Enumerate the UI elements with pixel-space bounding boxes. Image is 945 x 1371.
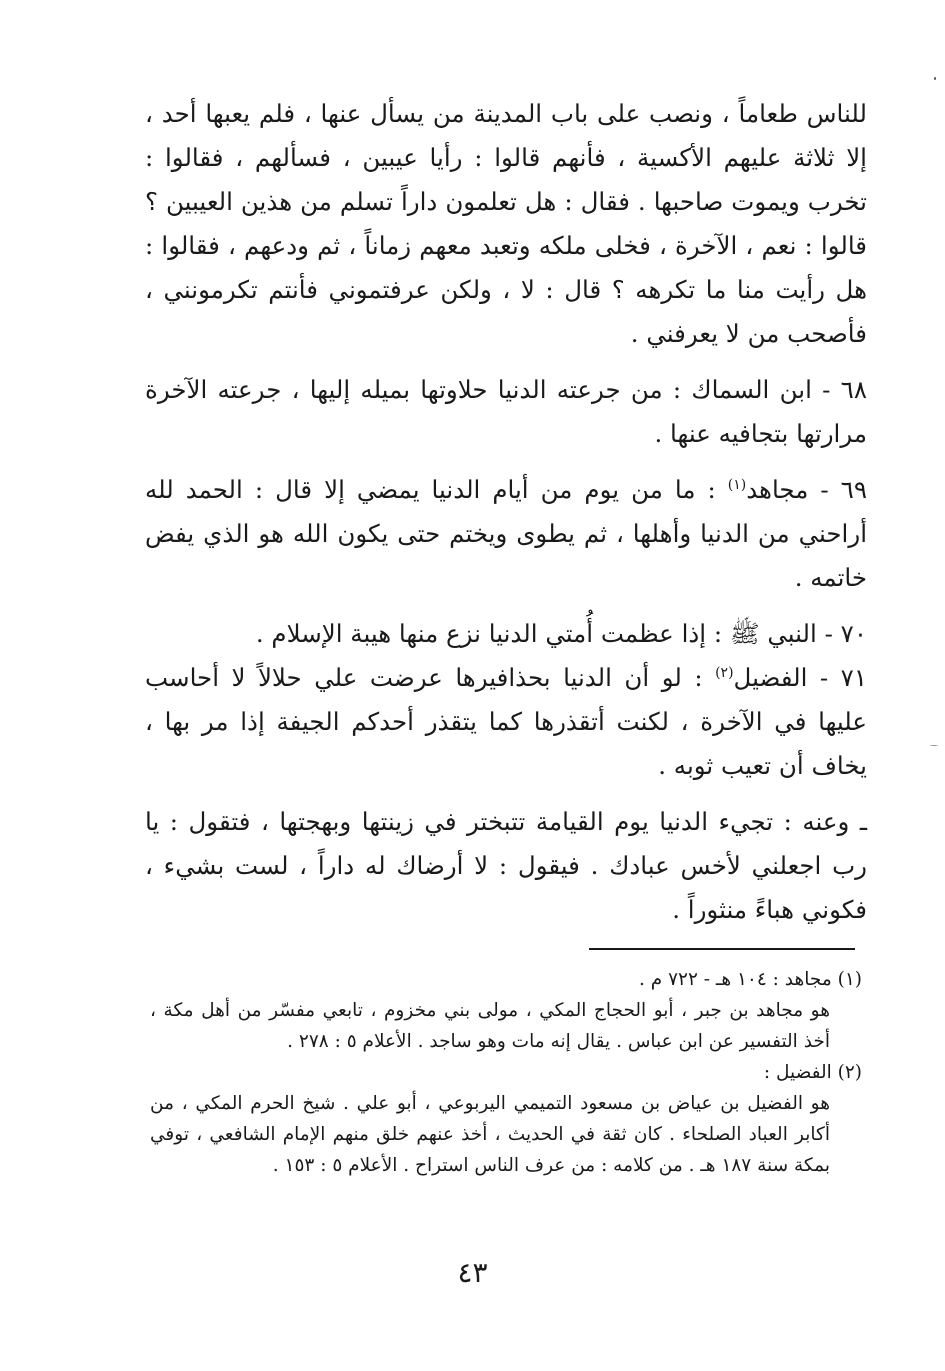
paragraph-wa-anhu: ـ وعنه : تجيء الدنيا يوم القيامة تتبختر في زينتها وبهجتها ، فتقول : يا رب اجعلني لأخس عبادك . فيقول : لا أرضاك له داراً ، لست بشيء ، فكوني هباءً منثوراً . [145, 807, 867, 924]
footnote-2-head: (٢) الفضيل : [763, 1062, 862, 1083]
footnote-ref-2[interactable]: (٢) [715, 664, 734, 681]
footnote-1-body: هو مجاهد بن جبر ، أبو الحجاج المكي ، مولى بني مخزوم ، تابعي مفسّر من أهل مكة ، أخذ التفسير عن ابن عباس . يقال إنه مات وهو ساجد . الأعلام ٥ : ٢٧٨ . [150, 1000, 830, 1052]
paragraph-69-lead: ٦٩ - مجاهد [746, 475, 867, 504]
paragraph-69-text: : ما من يوم من أيام الدنيا يمضي إلا قال : الحمد لله أراحني من الدنيا وأهلها ، ثم يطوى ويختم حتى يكون الله هو الذي يفض خاتمه . [145, 475, 867, 592]
paragraph-71-text: : لو أن الدنيا بحذافيرها عرضت علي حلالاً لا أحاسب عليها في الآخرة ، لكنت أتقذرها كما يتقذر أحدكم الجيفة إذا مر بها ، يخاف أن تعيب ثوبه . [145, 663, 867, 780]
scan-speck [934, 77, 936, 80]
paragraph-70: ٧٠ - النبي ﷺ : إذا عظمت أُمتي الدنيا نزع منها هيبة الإسلام . [255, 619, 867, 648]
paragraph-69 [145, 468, 867, 600]
paragraph-71-lead: ٧١ - الفضيل [733, 663, 867, 692]
paragraph-68: ٦٨ - ابن السماك : من جرعته الدنيا حلاوتها بميله إليها ، جرعته الآخرة مرارتها بتجافيه عنها . [145, 375, 867, 448]
footnote-2-body: هو الفضيل بن عياض بن مسعود التميمي اليربوعي ، أبو علي . شيخ الحرم المكي ، من أكابر العباد الصلحاء . كان ثقة في الحديث ، أخذ عنهم خلق منهم الإمام الشافعي ، توفي بمكة سنة ١٨٧ هـ . من كلامه : من عرف الناس استراح . الأعلام ٥ : ١٥٣ . [150, 1093, 830, 1176]
footnote-1-head: (١) مجاهد : ١٠٤ هـ - ٧٢٢ م . [638, 969, 862, 990]
paragraph-continuation: للناس طعاماً ، ونصب على باب المدينة من يسأل عنها ، فلم يعبها أحد ، إلا ثلاثة عليهم الأكسية ، فأنهم قالوا : رأيا عيبين ، فسألهم ، فقالوا : تخرب ويموت صاحبها . فقال : هل تعلمون داراً تسلم من هذين العيبين ؟ قالوا : نعم ، الآخرة ، فخلى ملكه وتعبد معهم زماناً ، ثم ودعهم ، فقالوا : هل رأيت منا ما تكرهه ؟ قال : لا ، ولكن عرفتموني فأنتم تكرمونني ، فأصحب من لا يعرفني . [145, 99, 867, 348]
scan-speck [930, 745, 938, 746]
page-number: ٤٣ [457, 1256, 488, 1289]
main-text [145, 92, 867, 932]
footnote-divider [589, 948, 855, 950]
paragraph-71 [145, 656, 867, 788]
footnote-ref-1[interactable]: (١) [727, 476, 747, 493]
footnotes [150, 964, 862, 1181]
